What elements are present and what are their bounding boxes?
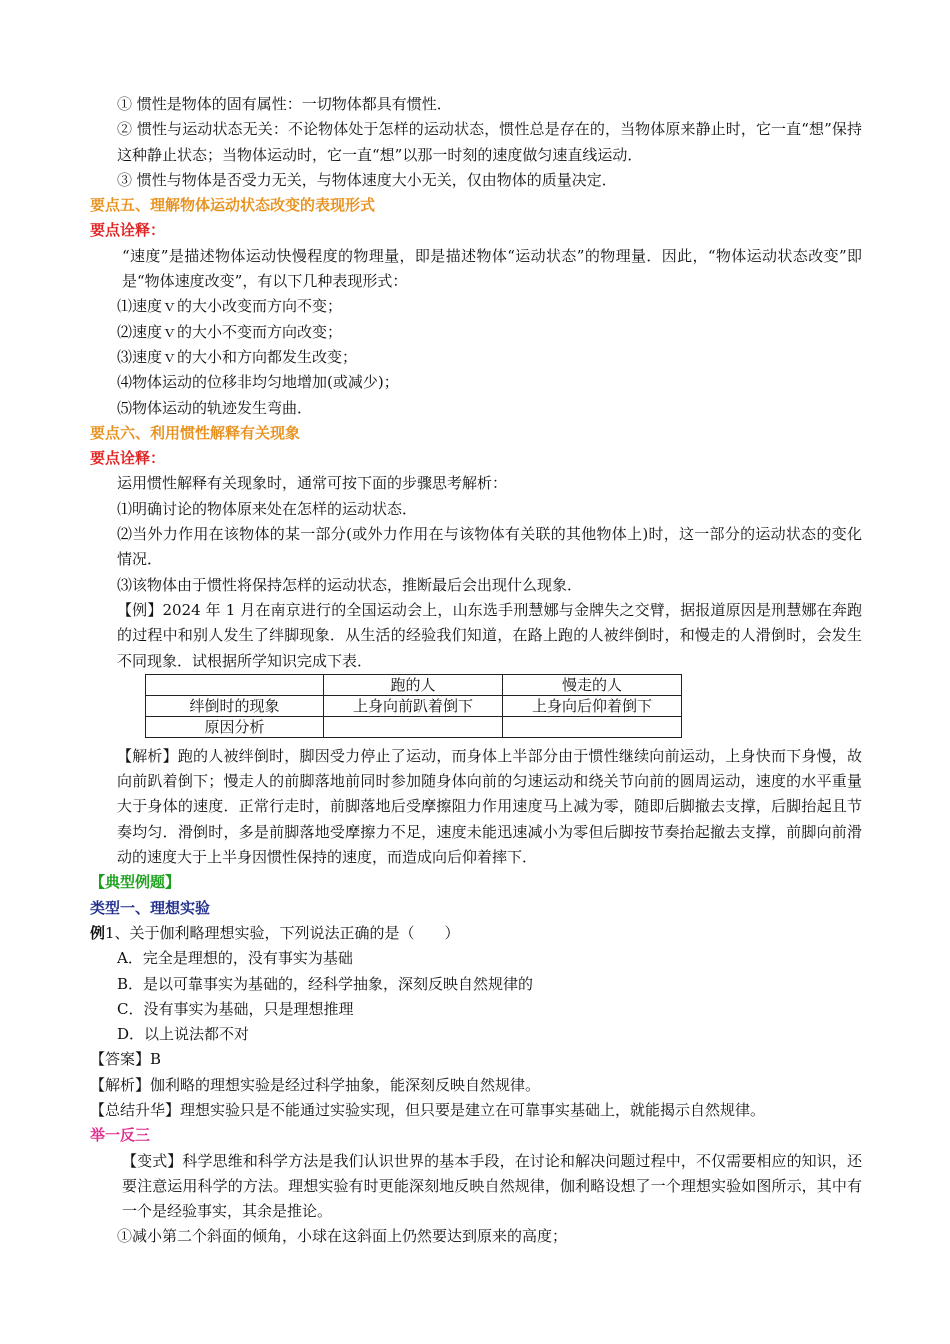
section5-heading: 要点五、理解物体运动状态改变的表现形式	[90, 196, 376, 215]
table-cell	[324, 716, 503, 737]
section5-item: ⑴速度ｖ的大小改变而方向不变；	[117, 297, 343, 316]
typical-examples-heading: 【典型例题】	[90, 873, 181, 892]
section5-paragraph	[90, 244, 862, 295]
section6-paragraph: 运用惯性解释有关现象时，通常可按下面的步骤思考解析：	[117, 474, 508, 493]
section5-item: ⑵速度ｖ的大小不变而方向改变；	[117, 322, 343, 341]
inertia-point-2-text: ② 惯性与运动状态无关：不论物体处于怎样的运动状态，惯性总是存在的，当物体原来静止时，它一直“想”保持这种静止状态；当物体运动时，它一直“想”以那一时刻的速度做匀速直线运动．	[117, 120, 862, 164]
example-text: 【例】2024 年 1 月在南京进行的全国运动会上，山东选手刑慧娜与金牌失之交臂，据报道原因是刑慧娜在奔跑的过程中和别人发生了绊脚现象．从生活的经验我们知道，在路上跑的人被绊倒时，和慢走的人滑倒时，会发生不同现象．试根据所学知识完成下表．	[117, 600, 862, 670]
answer: 【答案】B	[90, 1050, 162, 1069]
section6-item: ⑶该物体由于惯性将保持怎样的运动状态，推断最后会出现什么现象．	[117, 575, 583, 594]
variant-paragraph	[90, 1149, 862, 1225]
section5-item: ⑷物体运动的位移非均匀地增加(或减少)；	[117, 373, 399, 392]
inertia-point-1: ① 惯性是物体的固有属性：一切物体都具有惯性．	[117, 95, 452, 113]
section5-item: ⑸物体运动的轨迹发生弯曲．	[117, 398, 313, 417]
section6-label: 要点诠释：	[90, 449, 166, 468]
table-cell: 绊倒时的现象	[146, 695, 324, 716]
inertia-point-2	[90, 117, 862, 168]
section6-item	[90, 522, 862, 573]
analysis-paragraph	[90, 744, 862, 870]
question-prefix: 例	[90, 923, 106, 942]
answer-analysis: 【解析】伽利略的理想实验是经过科学抽象，能深刻反映自然规律。	[90, 1075, 541, 1094]
table-header-row	[146, 674, 682, 695]
summary: 【总结升华】理想实验只是不能通过实验实现，但只要是建立在可靠事实基础上，就能揭示自然规律。	[90, 1100, 766, 1119]
question-1	[90, 921, 862, 946]
option-a: A．完全是理想的，没有事实为基础	[117, 949, 353, 968]
document-page	[90, 92, 862, 1250]
table-cell: 上身向前趴着倒下	[324, 695, 503, 716]
section6-item-text: ⑵当外力作用在该物体的某一部分(或外力作用在与该物体有关联的其他物体上)时，这一部分的运动状态的变化情况．	[117, 525, 862, 569]
option-d: D．以上说法都不对	[117, 1025, 250, 1044]
section5-paragraph-text: “速度”是描述物体运动快慢程度的物理量，即是描述物体“运动状态”的物理量．因此，“物体运动状态改变”即是“物体速度改变”，有以下几种表现形式：	[122, 246, 862, 291]
question-text: 1、关于伽利略理想实验，下列说法正确的是（ ）	[105, 923, 460, 942]
table-row	[146, 695, 682, 716]
table-row	[146, 716, 682, 737]
inertia-point-3: ③ 惯性与物体是否受力无关，与物体速度大小无关，仅由物体的质量决定．	[117, 170, 617, 189]
section6-item: ⑴明确讨论的物体原来处在怎样的运动状态．	[117, 499, 418, 518]
table-header-cell: 跑的人	[324, 674, 503, 695]
section5-label: 要点诠释：	[90, 221, 166, 240]
table-cell: 上身向后仰着倒下	[503, 695, 682, 716]
juyi-heading: 举一反三	[90, 1126, 151, 1145]
option-c: C．没有事实为基础，只是理想推理	[117, 999, 354, 1018]
section6-heading: 要点六、利用惯性解释有关现象	[90, 423, 301, 442]
table-header-cell: 慢走的人	[503, 674, 682, 695]
example-paragraph	[90, 598, 862, 674]
option-b: B．是以可靠事实为基础的，经科学抽象，深刻反映自然规律的	[117, 974, 534, 993]
table-cell: 原因分析	[146, 716, 324, 737]
table-cell	[503, 716, 682, 737]
analysis-text: 【解析】跑的人被绊倒时，脚因受力停止了运动，而身体上半部分由于惯性继续向前运动，上身快而下身慢，故向前趴着倒下；慢走人的前脚落地前同时参加随身体向前的匀速运动和绕关节向前的圆周运动，速度的水平重量大于身体的速度．正常行走时，前脚落地后受摩擦阻力作用速度马上减为零，随即后脚撤去支撑，后脚抬起且节奏均匀．滑倒时，多是前脚落地受摩擦力不足，速度未能迅速减小为零但后脚按节奏抬起撤去支撑，前脚向前滑动的速度大于上半身因惯性保持的速度，而造成向后仰着摔下．	[117, 746, 862, 867]
table-header-cell	[146, 674, 324, 695]
section5-item: ⑶速度ｖ的大小和方向都发生改变；	[117, 347, 358, 366]
comparison-table	[145, 674, 682, 738]
type1-heading: 类型一、理想实验	[90, 898, 211, 917]
variant-text: 【变式】科学思维和科学方法是我们认识世界的基本手段，在讨论和解决问题过程中，不仅需要相应的知识，还要注意运用科学的方法。理想实验有时更能深刻地反映自然规律，伽利略设想了一个理想实验如图所示，其中有一个是经验事实，其余是推论。	[122, 1151, 862, 1221]
variant-item-1: ①减小第二个斜面的倾角，小球在这斜面上仍然要达到原来的高度；	[117, 1227, 568, 1246]
